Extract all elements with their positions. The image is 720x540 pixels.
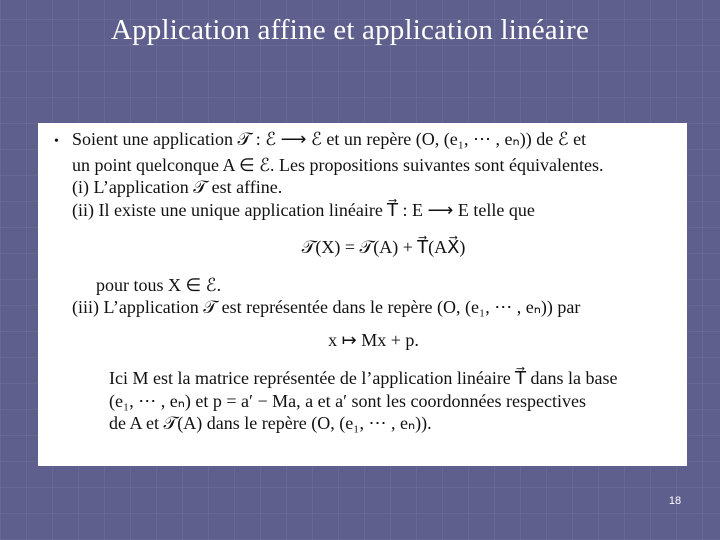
proposition-ii: (ii) Il existe une unique application linéaire T⃗ : E ⟶ E telle que [72,199,535,220]
bullet-icon: • [54,134,59,149]
text-line [54,128,673,154]
statement-line-2: un point quelconque A ∈ ℰ. Les propositions suivantes sont équivalentes. [72,154,604,175]
explanation-line-3: de A et 𝒯(A) dans le repère (O, (e₁, ⋯ , eₙ)). [109,413,432,433]
matrix-equation: x ↦ Mx + p. [328,329,419,350]
slide-title: Application affine et application linéaire [110,14,590,46]
quantifier-line: pour tous X ∈ ℰ. [96,274,222,295]
explanation-line-2: (e₁, ⋯ , eₙ) et p = a′ − Ma, a et a′ sont les coordonnées respectives [109,390,586,411]
content-box [38,123,687,466]
proposition-i: (i) L’application 𝒯 est affine. [72,177,283,197]
page-number: 18 [668,495,682,507]
explanation-line-1: Ici M est la matrice représentée de l’application linéaire T⃗ dans la base [109,368,618,388]
statement-line-1: Soient une application 𝒯 : ℰ ⟶ ℰ et un repère (O, (e₁, ⋯ , eₙ)) de ℰ et [72,129,587,149]
proposition-iii: (iii) L’application 𝒯 est représentée dans le repère (O, (e₁, ⋯ , eₙ)) par [72,297,581,317]
affine-equation: 𝒯(X) = 𝒯(A) + T⃗(AX⃗) [301,237,466,257]
